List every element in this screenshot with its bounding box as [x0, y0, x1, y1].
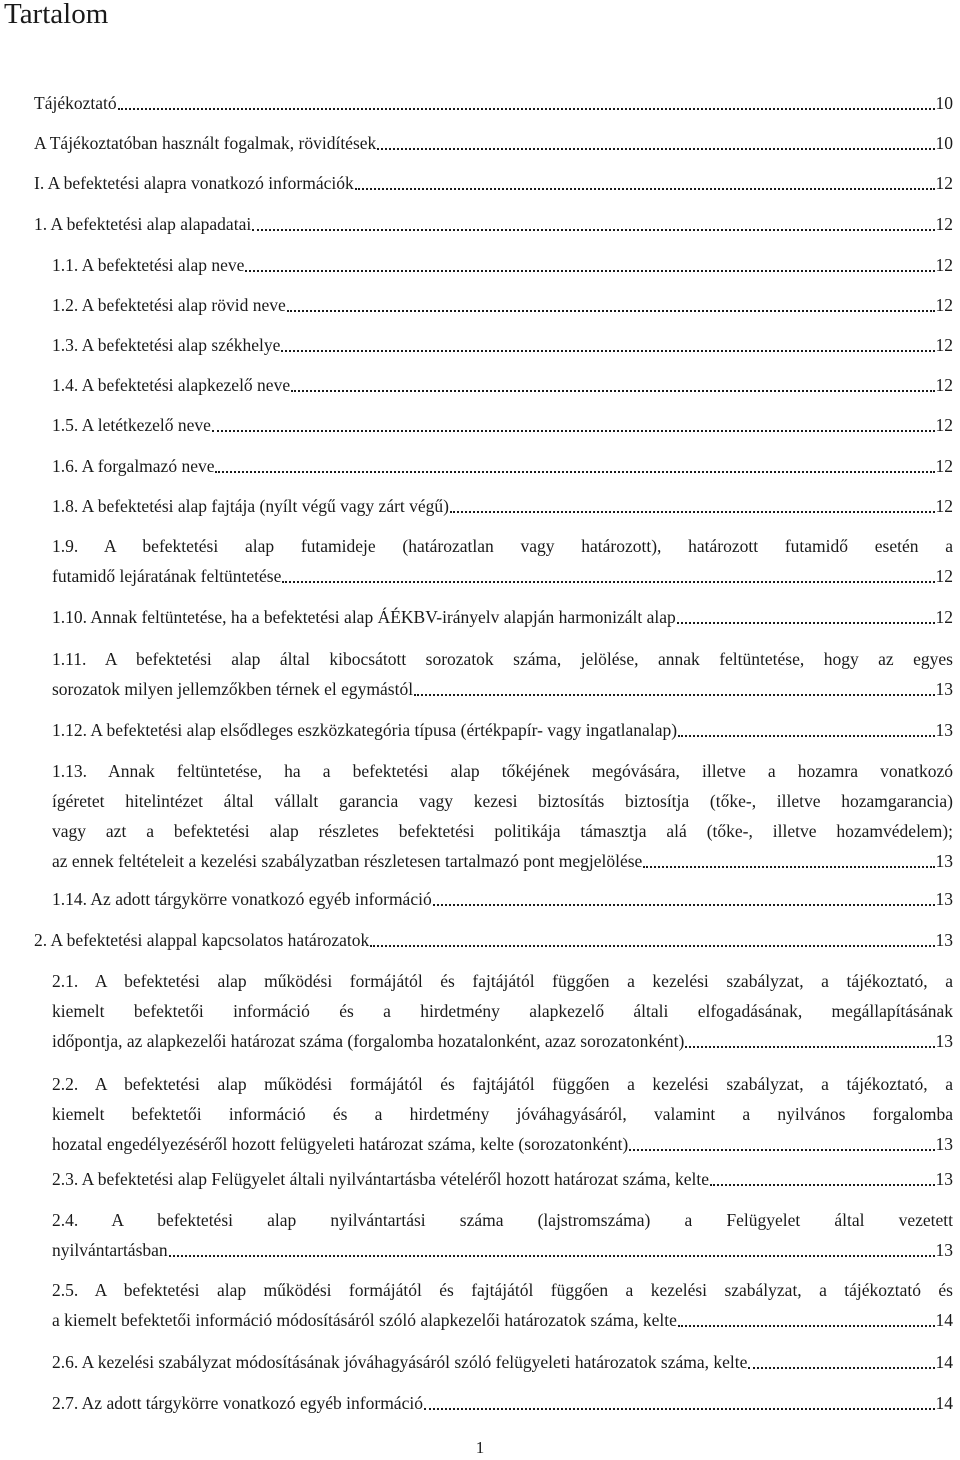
page-title: Tartalom [4, 0, 109, 30]
dot-leader [287, 310, 935, 312]
dot-leader [710, 1184, 935, 1186]
toc-entry-page-number: 12 [935, 496, 953, 516]
toc-entry[interactable] [52, 756, 953, 876]
toc-entry-page-number: 13 [935, 889, 953, 909]
toc-entry-label: 1.10. Annak feltüntetése, ha a befektetési alap ÁÉKBV-irányelv alapján harmonizált alap [52, 607, 676, 627]
toc-entry-row [34, 128, 953, 158]
toc-entry-page-number: 14 [935, 1352, 953, 1372]
toc-entry-row [52, 1347, 953, 1377]
toc-entry-label: I. A befektetési alapra vonatkozó információk [34, 173, 354, 193]
toc-entry-line: kiemelt befektetői információ és a hirdetmény alapkezelő általi elfogadásának, megállapításának [52, 1001, 953, 1021]
dot-leader [212, 430, 935, 432]
toc-entry-label: sorozatok milyen jellemzőkben térnek el egymástól [52, 679, 414, 699]
toc-entry[interactable] [52, 966, 953, 1056]
dot-leader [433, 904, 935, 906]
dot-leader [355, 188, 935, 190]
dot-leader [291, 390, 934, 392]
toc-entry[interactable] [52, 644, 953, 704]
toc-entry[interactable] [34, 168, 953, 198]
toc-entry-page-number: 14 [935, 1310, 953, 1330]
toc-entry[interactable] [34, 88, 953, 118]
toc-entry-label: 2.3. A befektetési alap Felügyelet általi nyilvántartásba vételéről hozott határozat száma, kelte [52, 1169, 709, 1189]
toc-entry[interactable] [34, 209, 953, 239]
toc-entry-row [52, 290, 953, 320]
dot-leader [678, 735, 934, 737]
dot-leader [245, 270, 934, 272]
toc-entry-line: 2.5. A befektetési alap működési formájától és fajtájától függően a kezelési szabályzat, a tájékoztató és [52, 1280, 953, 1300]
dot-leader [748, 1367, 934, 1369]
toc-entry-page-number: 13 [935, 1134, 953, 1154]
toc-entry-line: 2.1. A befektetési alap működési formájától és fajtájától függően a kezelési szabályzat, a tájékoztató, a [52, 971, 953, 991]
toc-entry-label: 1. A befektetési alap alapadatai [34, 214, 252, 234]
toc-entry-row [52, 410, 953, 440]
toc-entry[interactable] [52, 1347, 953, 1377]
toc-entry-label: Tájékoztató [34, 93, 117, 113]
toc-entry[interactable] [52, 1388, 953, 1418]
toc-entry-row [52, 451, 953, 481]
toc-entry-label: 1.4. A befektetési alapkezelő neve [52, 375, 291, 395]
toc-entry[interactable] [52, 1205, 953, 1265]
dot-leader [643, 866, 934, 868]
toc-entry-label: 1.5. A letétkezelő neve [52, 415, 211, 435]
toc-entry-page-number: 13 [935, 930, 953, 950]
toc-entry-label: 1.1. A befektetési alap neve [52, 255, 245, 275]
toc-entry-page-number: 12 [935, 214, 953, 234]
toc-entry-row [52, 1235, 953, 1265]
dot-leader [281, 350, 934, 352]
toc-entry-page-number: 13 [935, 679, 953, 699]
toc-entry-page-number: 12 [935, 607, 953, 627]
toc-entry-label: nyilvántartásban [52, 1240, 168, 1260]
toc-entry-line: ígéretet hitelintézet által vállalt garancia vagy kezesi biztosítás biztosítja (tőke-, illetve hozamgarancia) [52, 791, 953, 811]
dot-leader [252, 229, 934, 231]
toc-entry-line: 2.2. A befektetési alap működési formájától és fajtájától függően a kezelési szabályzat, a tájékoztató, a [52, 1074, 953, 1094]
toc-entry-label: hozatal engedélyezéséről hozott felügyeleti határozat száma, kelte (sorozatonként) [52, 1134, 629, 1154]
toc-entry-label: 1.12. A befektetési alap elsődleges eszközkategória típusa (értékpapír- vagy ingatlanalap) [52, 720, 678, 740]
dot-leader [377, 148, 934, 150]
toc-entry-page-number: 13 [935, 1169, 953, 1189]
dot-leader [169, 1255, 935, 1257]
dot-leader [282, 581, 934, 583]
toc-entry-row [52, 370, 953, 400]
toc-entry-label: 1.6. A forgalmazó neve [52, 456, 215, 476]
toc-entry-row [52, 846, 953, 876]
dot-leader [414, 694, 934, 696]
toc-entry-label: futamidő lejáratának feltüntetése [52, 566, 282, 586]
toc-entry-row [52, 1129, 953, 1159]
toc-entry[interactable] [52, 531, 953, 591]
toc-entry[interactable] [52, 1164, 953, 1194]
toc-entry-page-number: 12 [935, 255, 953, 275]
toc-entry-row [52, 1388, 953, 1418]
toc-entry-row [52, 250, 953, 280]
toc-entry-line: 1.13. Annak feltüntetése, ha a befektetési alap tőkéjének megóvására, illetve a hozamra vonatkozó [52, 761, 953, 781]
toc-entry[interactable] [52, 1069, 953, 1159]
toc-entry[interactable] [52, 370, 953, 400]
toc-entry-label: az ennek feltételeit a kezelési szabályzatban részletesen tartalmazó pont megjelölése [52, 851, 643, 871]
toc-entry-line: 1.9. A befektetési alap futamideje (határozatlan vagy határozott), határozott futamidő esetén a [52, 536, 953, 556]
toc-entry-page-number: 13 [935, 1031, 953, 1051]
toc-entry-row [52, 1026, 953, 1056]
toc-entry[interactable] [52, 250, 953, 280]
toc-entry-row [34, 209, 953, 239]
toc-entry-page-number: 12 [935, 566, 953, 586]
dot-leader [677, 622, 935, 624]
toc-entry-page-number: 12 [935, 456, 953, 476]
toc-entry-page-number: 14 [935, 1393, 953, 1413]
toc-entry-row [52, 491, 953, 521]
dot-leader [370, 945, 934, 947]
toc-entry-page-number: 12 [935, 415, 953, 435]
dot-leader [215, 471, 934, 473]
dot-leader [118, 108, 935, 110]
toc-entry-row [34, 925, 953, 955]
toc-entry[interactable] [52, 330, 953, 360]
toc-entry[interactable] [52, 1275, 953, 1335]
toc-entry-label: 1.8. A befektetési alap fajtája (nyílt végű vagy zárt végű) [52, 496, 450, 516]
toc-entry-row [52, 1164, 953, 1194]
toc-entry[interactable] [52, 410, 953, 440]
toc-entry[interactable] [52, 884, 953, 914]
toc-entry-page-number: 12 [935, 295, 953, 315]
toc-entry-label: a kiemelt befektetői információ módosításáról szóló alapkezelői határozatok száma, kelte [52, 1310, 677, 1330]
toc-entry-label: A Tájékoztatóban használt fogalmak, rövidítések [34, 133, 377, 153]
toc-entry-page-number: 10 [935, 133, 953, 153]
toc-entry-page-number: 12 [935, 335, 953, 355]
toc-entry[interactable] [52, 602, 953, 632]
toc-entry-page-number: 12 [935, 173, 953, 193]
toc-entry-page-number: 13 [935, 720, 953, 740]
toc-entry-label: időpontja, az alapkezelői határozat száma (forgalomba hozatalonként, azaz sorozatonként) [52, 1031, 685, 1051]
toc-entry-page-number: 10 [935, 93, 953, 113]
toc-entry-label: 2. A befektetési alappal kapcsolatos határozatok [34, 930, 370, 950]
toc-entry[interactable] [34, 925, 953, 955]
toc-entry-page-number: 13 [935, 851, 953, 871]
toc-entry-line: kiemelt befektetői információ és a hirdetmény jóváhagyásáról, valamint a nyilvános forgalomba [52, 1104, 953, 1124]
page-number: 1 [475, 1438, 485, 1457]
toc-entry[interactable] [34, 128, 953, 158]
toc-entry-page-number: 12 [935, 375, 953, 395]
toc-entry-line: vagy azt a befektetési alap részletes befektetési politikája támasztja alá (tőke-, illetve hozamvédelem); [52, 821, 953, 841]
toc-entry-row [52, 674, 953, 704]
toc-entry-label: 2.7. Az adott tárgykörre vonatkozó egyéb információ [52, 1393, 423, 1413]
toc-entry-row [34, 88, 953, 118]
toc-entry-row [52, 602, 953, 632]
toc-entry-row [52, 561, 953, 591]
dot-leader [424, 1408, 935, 1410]
toc-entry-row [52, 330, 953, 360]
toc-entry-row [52, 1305, 953, 1335]
toc-entry[interactable] [52, 491, 953, 521]
dot-leader [629, 1149, 934, 1151]
toc-entry-line: 2.4. A befektetési alap nyilvántartási száma (lajstromszáma) a Felügyelet által vezetett [52, 1210, 953, 1230]
dot-leader [450, 511, 934, 513]
toc-entry-row [52, 884, 953, 914]
toc-entry-label: 2.6. A kezelési szabályzat módosításának jóváhagyásáról szóló felügyeleti határozatok száma, kelte [52, 1352, 748, 1372]
toc-entry-page-number: 13 [935, 1240, 953, 1260]
toc-entry[interactable] [52, 290, 953, 320]
toc-entry-label: 1.14. Az adott tárgykörre vonatkozó egyéb információ [52, 889, 432, 909]
toc-entry-label: 1.3. A befektetési alap székhelye [52, 335, 281, 355]
toc-entry[interactable] [52, 715, 953, 745]
dot-leader [685, 1046, 934, 1048]
toc-entry-line: 1.11. A befektetési alap által kibocsátott sorozatok száma, jelölése, annak feltüntetése, hogy az egyes [52, 649, 953, 669]
toc-entry-label: 1.2. A befektetési alap rövid neve [52, 295, 286, 315]
toc-entry-row [52, 715, 953, 745]
toc-entry[interactable] [52, 451, 953, 481]
dot-leader [678, 1325, 935, 1327]
toc-entry-row [34, 168, 953, 198]
